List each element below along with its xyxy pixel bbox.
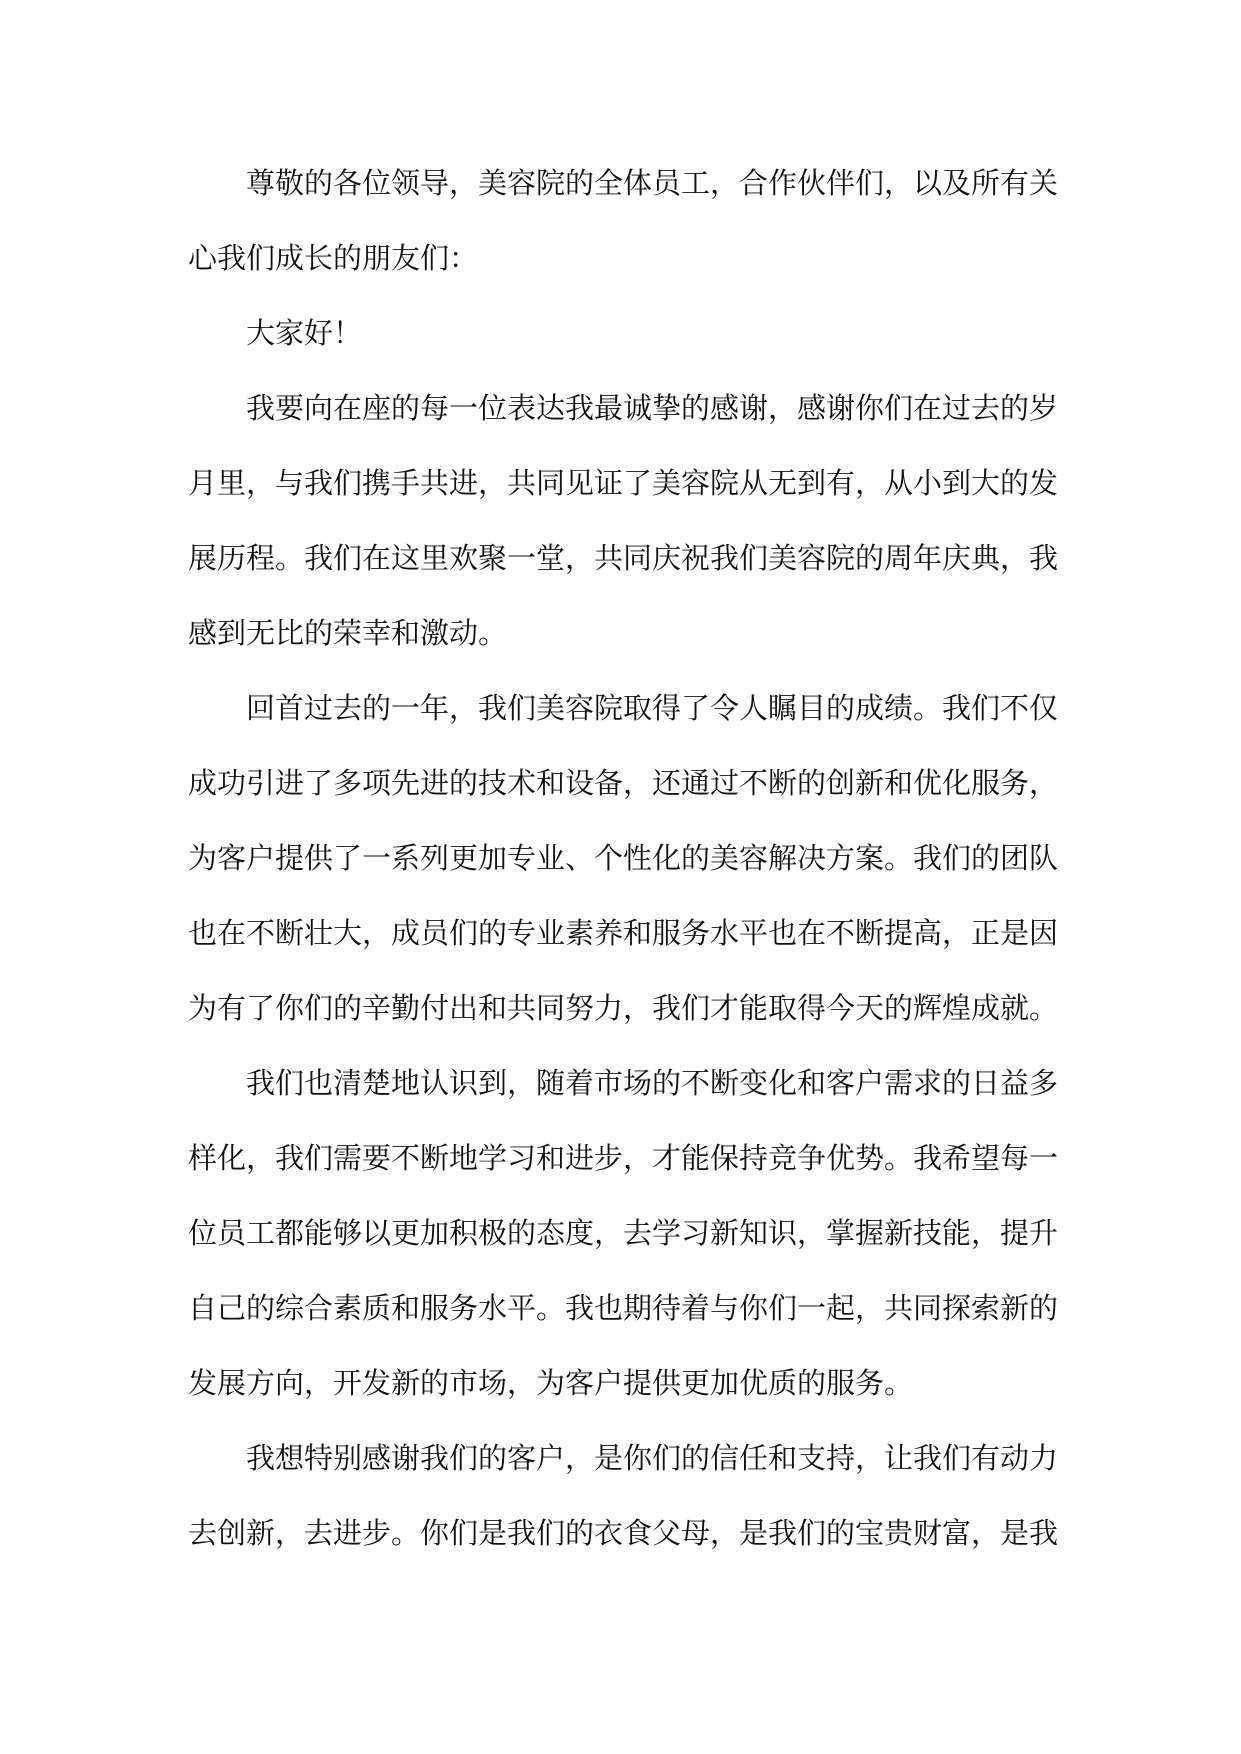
document-body (188, 146, 1058, 1571)
paragraph-customers: 我想特别感谢我们的客户，是你们的信任和支持，让我们有动力去创新，去进步。你们是我们的衣食父母，是我们的宝贵财富，是我 (188, 1441, 1059, 1550)
paragraph-salutation: 尊敬的各位领导，美容院的全体员工，合作伙伴们，以及所有关心我们成长的朋友们： (188, 166, 1059, 275)
paragraph-thanks: 我要向在座的每一位表达我最诚挚的感谢，感谢你们在过去的岁月里，与我们携手共进，共同见证了美容院从无到有，从小到大的发展历程。我们在这里欢聚一堂，共同庆祝我们美容院的周年庆典，我感到无比的荣幸和激动。 (188, 391, 1059, 650)
paragraph-review: 回首过去的一年，我们美容院取得了令人瞩目的成绩。我们不仅成功引进了多项先进的技术和设备，还通过不断的创新和优化服务，为客户提供了一系列更加专业、个性化的美容解决方案。我们的团队也在不断壮大，成员们的专业素养和服务水平也在不断提高，正是因为有了你们的辛勤付出和共同努力，我们才能取得今天的辉煌成就。 (188, 691, 1059, 1025)
paragraph-greeting: 大家好！ (246, 316, 363, 350)
paragraph-outlook: 我们也清楚地认识到，随着市场的不断变化和客户需求的日益多样化，我们需要不断地学习和进步，才能保持竞争优势。我希望每一位员工都能够以更加积极的态度，去学习新知识，掌握新技能，提升自己的综合素质和服务水平。我也期待着与你们一起，共同探索新的发展方向，开发新的市场，为客户提供更加优质的服务。 (188, 1066, 1059, 1400)
